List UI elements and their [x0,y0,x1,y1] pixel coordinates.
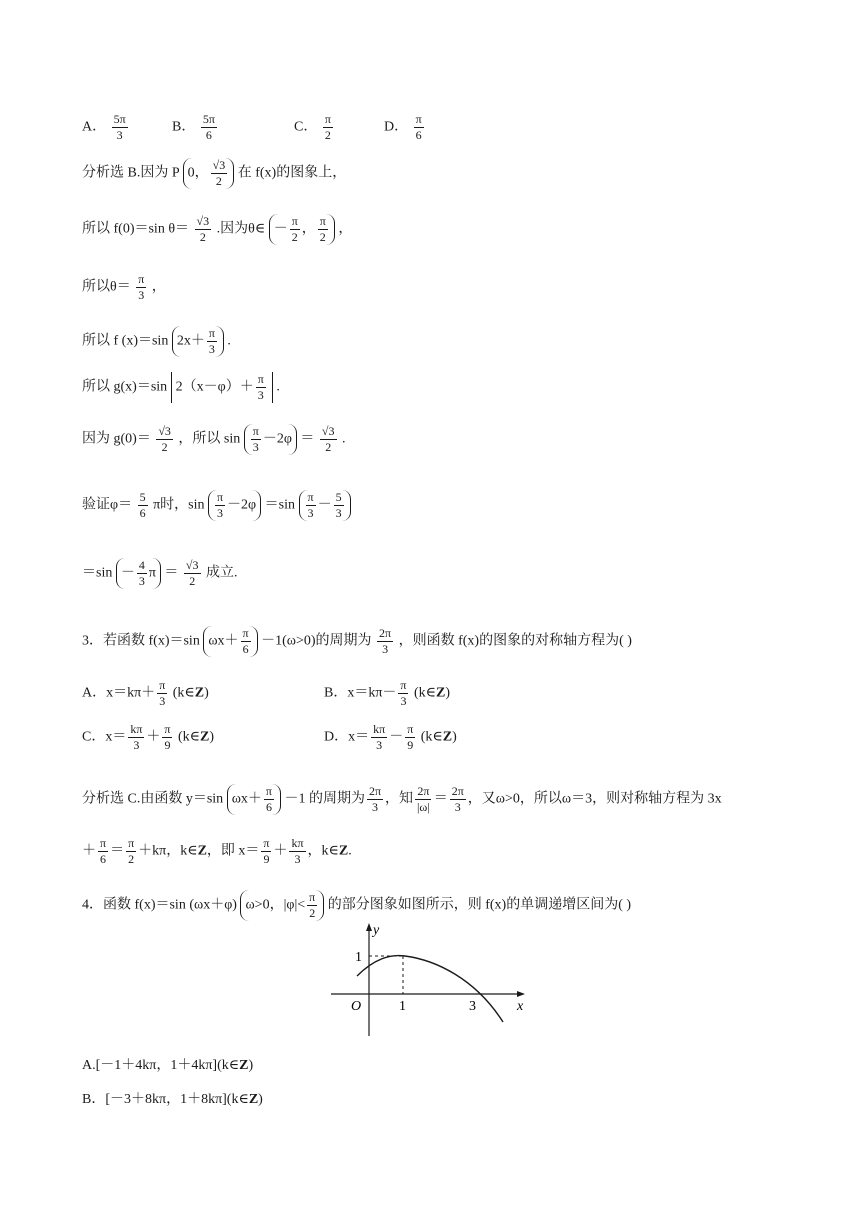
analysis2-line4: 所以 f (x)＝sin 2x＋ $\frac{\pi}{3}$ . [82,326,231,356]
paren-group: $\frac{\pi}{3}$ －2φ [244,424,297,455]
bracket-group: 2（x－φ）＋ $\frac{\pi}{3}$ [171,372,273,403]
paren-group: 2x＋ $\frac{\pi}{3}$ [172,326,224,357]
x-tick-3: 3 [469,999,476,1014]
q2-option-d-fraction: $\frac{\pi}{6}$ [415,112,422,142]
y-axis-label: y [373,923,380,938]
analysis2-line8: ＝sin － $\frac{4}{3}$ π ＝ $\frac{√3}{2}$ 成立. [82,558,238,588]
origin-label: O [351,999,362,1014]
q3-option-b: B．x＝kπ－ $\frac{\pi}{3}$ (k∈Z) [324,678,451,708]
paren-group: ω>0，|φ|< $\frac{\pi}{2}$ [240,890,324,921]
q2-options [82,112,130,143]
y-tick-1: 1 [355,950,362,965]
q4-stem: 4．函数 f(x)＝sin (ωx＋φ) ω>0，|φ|< $\frac{\pi}{2}$ 的部分图象如图所示，则 f(x)的单调递增区间为( ) [82,890,632,920]
x-tick-1: 1 [399,999,406,1014]
analysis2-line1: 分析选 B.因为 P 0， $\frac{√3}{2}$ 在 f(x)的图象上， [82,158,347,188]
q4-function-graph [325,918,535,1040]
analysis2-line3: 所以θ＝ $\frac{\pi}{3}$ ， [82,272,166,302]
q2-option-c-fraction: $\frac{\pi}{2}$ [324,112,331,142]
q4-option-a: A.[－1＋4kπ，1＋4kπ](k∈Z) [82,1058,254,1073]
analysis2-line6: 因为 g(0)＝ $\frac{√3}{2}$ ，所以 sin $\frac{\pi}{3}$ －2φ ＝ $\frac{√3}{2}$ . [82,424,346,454]
q2-option-b [172,112,219,143]
paren-group: － $\frac{\pi}{2}$ ， $\frac{\pi}{2}$ [269,214,335,245]
q2-option-c-label: C． [294,119,318,135]
paren-group: ωx＋ $\frac{\pi}{6}$ [227,784,281,815]
q3-option-c: C．x＝ $\frac{k\pi}{3}$ ＋ $\frac{\pi}{9}$ (k∈Z) [82,722,215,752]
q3-stem: 3．若函数 f(x)＝sin ωx＋ $\frac{\pi}{6}$ －1(ω>0)的周期为 $\frac{2\pi}{3}$ ，则函数 f(x)的图象的对称轴方程为( ) [82,626,632,656]
analysis3-line1: 分析选 C.由函数 y＝sin ωx＋ $\frac{\pi}{6}$ －1 的周期为 $\frac{2\pi}{3}$ ，知 $\frac{2\pi}{|\omega|}$ ＝ $\frac{2\pi}{3}$ ，又ω>0，所以ω＝3，则对称轴方程为 3x [82,784,722,814]
q4-option-b: B．[－3＋8kπ，1＋8kπ](k∈Z) [82,1092,263,1107]
x-axis-arrow [517,991,525,997]
paren-group: 0， $\frac{√3}{2}$ [183,158,235,189]
x-axis-label: x [517,999,524,1014]
analysis2-line7: 验证φ＝ $\frac{5}{6}$ π时，sin $\frac{\pi}{3}$ －2φ ＝sin $\frac{\pi}{3}$ － $\frac{5}{3}$ [82,490,351,521]
q2-option-a-label: A． [82,119,107,135]
y-axis-arrow [366,923,372,931]
paren-group: － $\frac{4}{3}$ π [116,558,161,589]
q3-option-d: D．x＝ $\frac{k\pi}{3}$ － $\frac{\pi}{9}$ (k∈Z) [324,722,457,752]
paren-group: $\frac{\pi}{3}$ － $\frac{5}{3}$ [299,490,351,521]
analysis2-line5: 所以 g(x)＝sin 2（x－φ）＋ $\frac{\pi}{3}$ . [82,372,280,402]
sine-curve [357,956,503,1022]
q3-option-a: A．x＝kπ＋ $\frac{\pi}{3}$ (k∈Z) [82,678,209,708]
q2-option-a-fraction: $\frac{5\pi}{3}$ [113,112,126,142]
analysis3-line2: ＋ $\frac{\pi}{6}$ ＝ $\frac{\pi}{2}$ ＋kπ，k∈Z，即 x＝ $\frac{\pi}{9}$ ＋ $\frac{k\pi}{3}$ ，k∈Z. [82,836,352,866]
analysis2-line2: 所以 f(0)＝sin θ＝ $\frac{√3}{2}$ .因为θ∈ － $\frac{\pi}{2}$ ， $\frac{\pi}{2}$ ， [82,214,353,244]
q2-option-d [384,112,426,143]
paren-group: ωx＋ $\frac{\pi}{6}$ [203,626,257,657]
q2-option-d-label: D． [384,119,409,135]
q2-option-b-label: B． [172,119,196,135]
q2-option-c [294,112,335,143]
paren-group: $\frac{\pi}{3}$ －2φ [208,490,261,521]
q2-option-b-fraction: $\frac{5\pi}{6}$ [202,112,215,142]
